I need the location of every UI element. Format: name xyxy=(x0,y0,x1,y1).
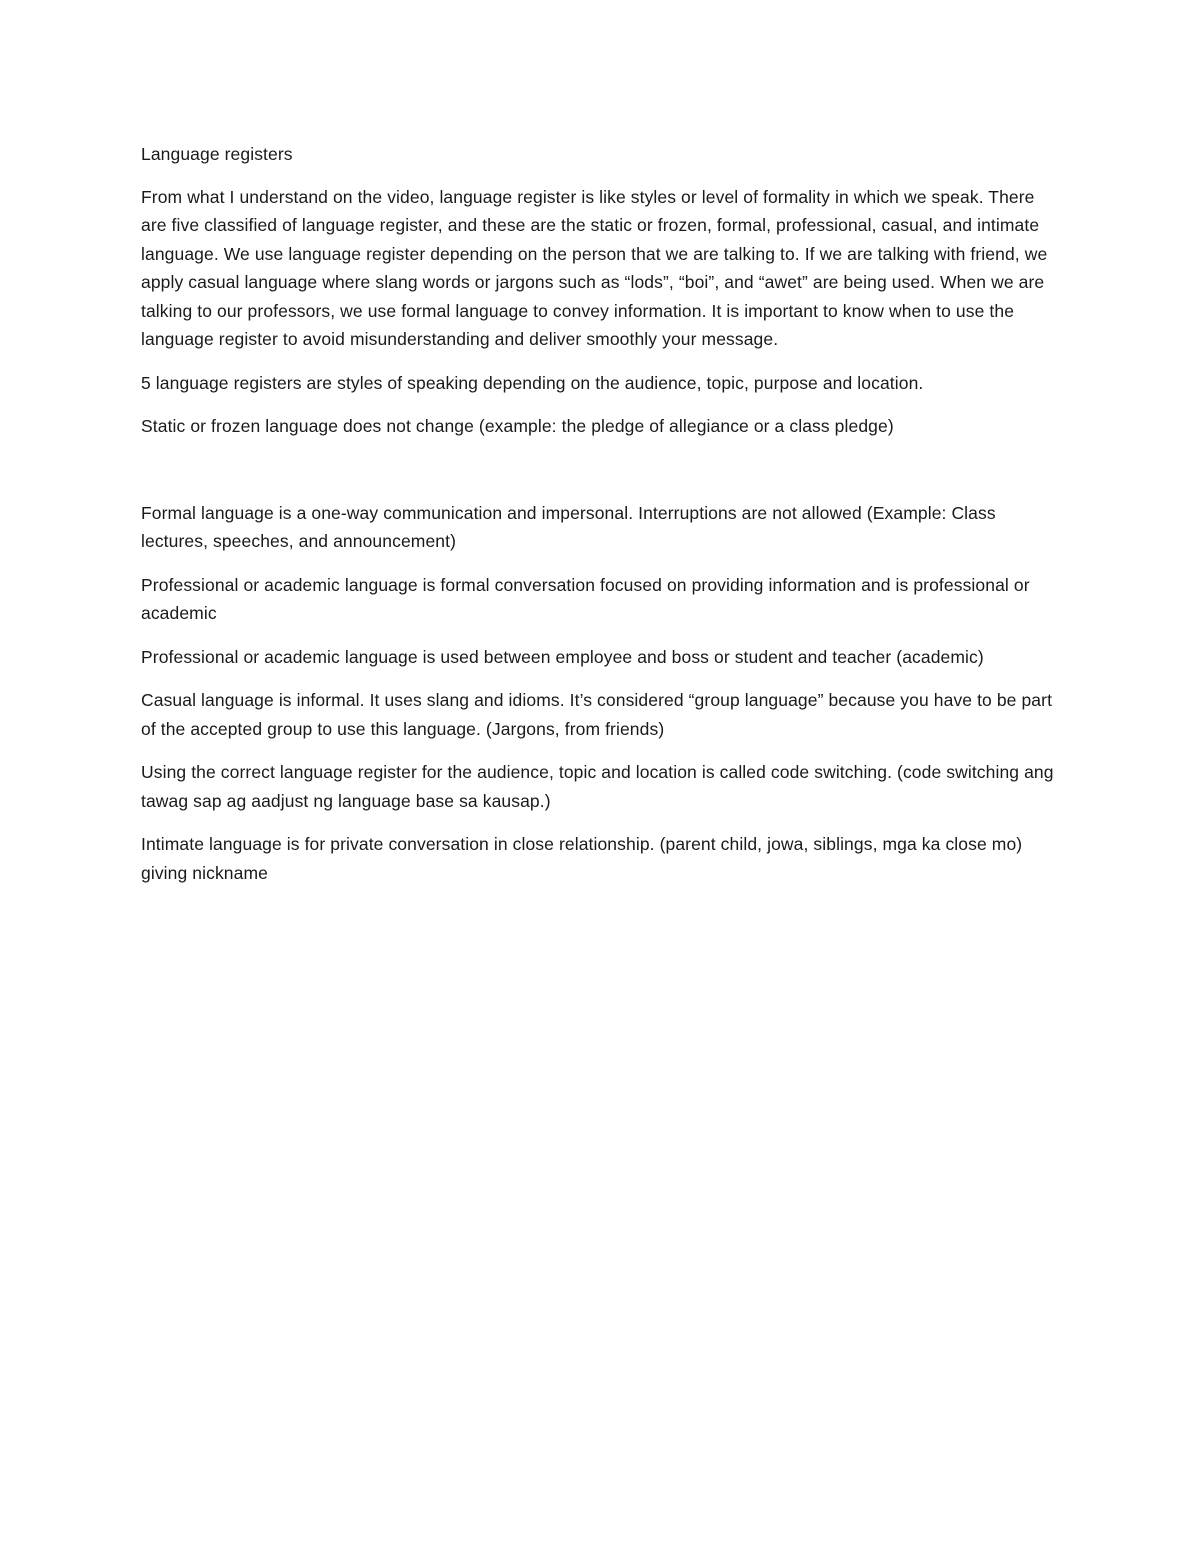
paragraph-five-registers: 5 language registers are styles of speaking depending on the audience, topic, purpose and location. xyxy=(141,372,924,393)
paragraph-code-switching: Using the correct language register for the audience, topic and location is called code switching. (code switching ang tawag sap ag aadjust ng language base sa kausap.) xyxy=(141,762,1054,811)
paragraph-professional-usage: Professional or academic language is used between employee and boss or student and teacher (academic) xyxy=(141,646,984,667)
paragraph-casual-language: Casual language is informal. It uses slang and idioms. It’s considered “group language” because you have to be part of the accepted group to use this language. (Jargons, from friends) xyxy=(141,690,1053,739)
document-title: Language registers xyxy=(141,144,293,164)
paragraph-static-language: Static or frozen language does not change (example: the pledge of allegiance or a class pledge) xyxy=(141,416,894,436)
paragraph-formal-language: Formal language is a one-way communication and impersonal. Interruptions are not allowed (Example: Class lectures, speeches, and announcement) xyxy=(141,502,996,551)
document-body xyxy=(141,140,1061,902)
paragraph-professional-definition: Professional or academic language is formal conversation focused on providing information and is professional or academic xyxy=(141,574,1030,623)
paragraph-video-summary: From what I understand on the video, language register is like styles or level of formality in which we speak. There are five classified of language register, and these are the static or frozen, formal, professional, casual, and intimate language. We use language register depending on the person that we are talking to. If we are talking with friend, we apply casual language where slang words or jargons such as “lods”, “boi”, and “awet” are being used. When we are talking to our professors, we use formal language to convey information. It is important to know when to use the language register to avoid misunderstanding and deliver smoothly your message. xyxy=(141,186,1048,349)
paragraph-intimate-language: Intimate language is for private conversation in close relationship. (parent child, jowa, siblings, mga ka close mo) giving nickname xyxy=(141,834,1023,883)
